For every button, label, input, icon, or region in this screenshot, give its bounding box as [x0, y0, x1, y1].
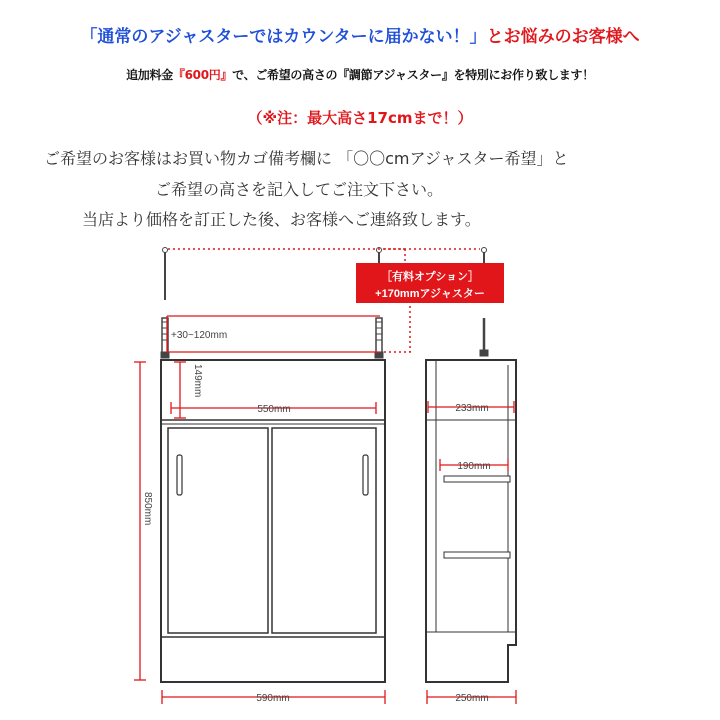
instruction-line-2: ご希望の高さを記入してご注文下さい。	[155, 180, 444, 199]
dim-depth-label: 250mm	[455, 693, 489, 704]
headline-audience: とお悩みのお客様へ	[486, 27, 640, 47]
dim-top-gap-label: 149mm	[192, 364, 203, 398]
headline-problem: 「通常のアジャスターではカウンターに届かない！」	[80, 27, 487, 47]
offer-item: 『調節アジャスター』	[337, 68, 454, 82]
instruction-line-1: ご希望のお客様はお買い物カゴ備考欄に 「〇〇cmアジャスター希望」と	[44, 149, 569, 168]
dim-height-label: 850mm	[142, 492, 153, 526]
dim-side-top-label: 233mm	[455, 403, 489, 414]
dim-inner-width-label: 550mm	[257, 404, 291, 415]
dim-side-inner-label: 190mm	[457, 461, 491, 472]
offer-price: 『600円』	[172, 68, 233, 82]
offer-suffix: を特別にお作り致します！	[453, 68, 594, 82]
offer-prefix: 追加料金	[126, 68, 173, 82]
dim-adjuster-label: +30~120mm	[171, 330, 228, 341]
offer-mid: で、ご希望の高さの	[232, 68, 338, 82]
option-badge	[356, 263, 504, 303]
option-badge-title: ［有料オプション］	[380, 271, 480, 283]
option-badge-subtitle: +170mmアジャスター	[375, 288, 485, 300]
instruction-line-3: 当店より価格を訂正した後、お客様へご連絡致します。	[82, 210, 481, 229]
max-height-note: （※注：最大高さ17cmまで！）	[247, 109, 473, 127]
dim-width-label: 590mm	[256, 693, 290, 704]
